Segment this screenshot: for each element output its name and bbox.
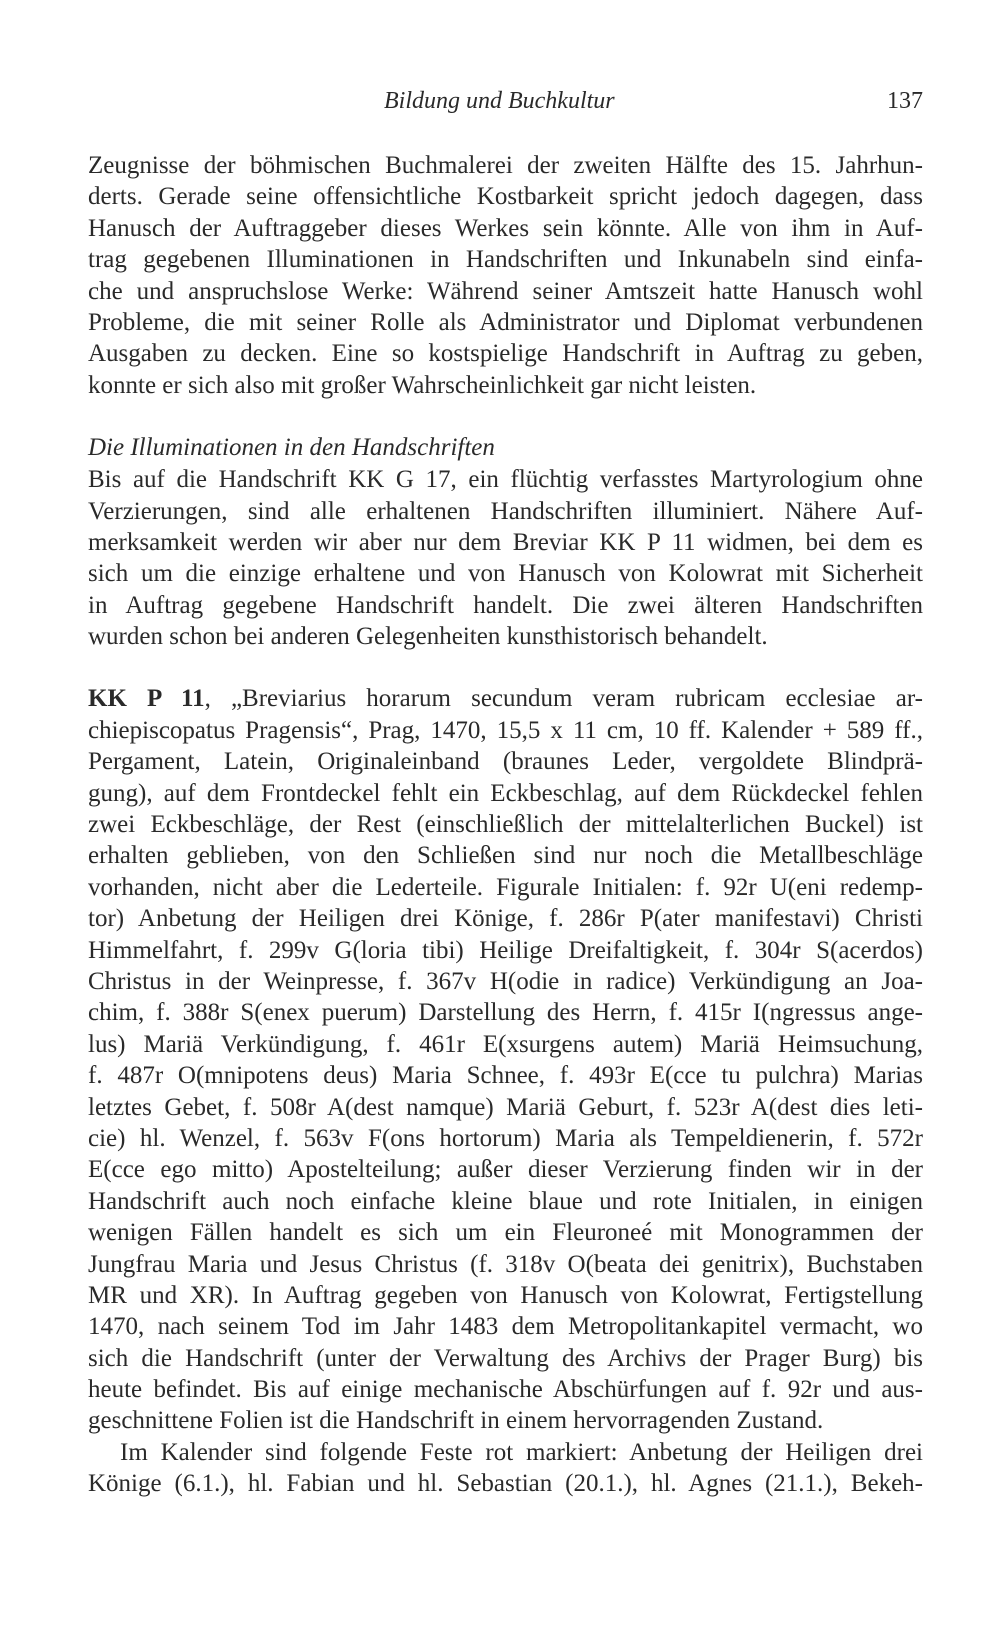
text-line: Handschrift auch noch einfache kleine blaue und rote Initialen, in einigen [88,1187,923,1215]
text-line: wenigen Fällen handelt es sich um ein Fleuroneé mit Monogrammen der [88,1219,923,1247]
text-line: 1470, nach seinem Tod im Jahr 1483 dem Metropolitankapitel vermacht, wo [88,1313,923,1341]
running-head [88,88,923,128]
text-line: Hanusch der Auftraggeber dieses Werkes sein könnte. Alle von ihm in Auf- [88,214,923,242]
text-line: heute befindet. Bis auf einige mechanische Abschürfungen auf f. 92r und aus- [88,1376,923,1404]
text-line: Zeugnisse der böhmischen Buchmalerei der zweiten Hälfte des 15. Jahrhun- [88,152,923,179]
text-line: chiepiscopatus Pragensis“, Prag, 1470, 15,5 x 11 cm, 10 ff. Kalender + 589 ff., [88,716,923,744]
catalogue-entry [88,683,923,1436]
text-line: Könige (6.1.), hl. Fabian und hl. Sebastian (20.1.), hl. Agnes (21.1.), Bekeh- [88,1470,923,1498]
text-block [88,150,923,1500]
text-line: lus) Mariä Verkündigung, f. 461r E(xsurgens autem) Mariä Heimsuchung, [88,1030,923,1058]
text-line: Verzierungen, sind alle erhaltenen Handschriften illuminiert. Nähere Auf- [88,497,923,525]
text-line: Bis auf die Handschrift KK G 17, ein flüchtig verfasstes Martyrologium ohne [88,466,923,494]
text-line: cie) hl. Wenzel, f. 563v F(ons hortorum) Maria als Tempeldienerin, f. 572r [88,1124,923,1152]
paragraph-manuscripts [88,464,923,652]
spacer [88,401,923,431]
text-line: E(cce ego mitto) Apostelteilung; außer dieser Verzierung finden wir in der [88,1156,923,1184]
text-line: merksamkeit werden wir aber nur dem Breviar KK P 11 widmen, bei dem es [88,528,923,556]
text-line: vorhanden, nicht aber die Lederteile. Figurale Initialen: f. 92r U(eni redemp- [88,873,923,901]
text-line: wurden schon bei anderen Gelegenheiten kunsthistorisch behandelt. [88,623,768,651]
text-line: in Auftrag gegebene Handschrift handelt. Die zwei älteren Handschriften [88,591,923,619]
text-line: Jungfrau Maria und Jesus Christus (f. 318v O(beata dei genitrix), Buchstaben [88,1250,923,1278]
page-number: 137 [887,88,923,114]
text-line: Probleme, die mit seiner Rolle als Administrator und Diplomat verbundenen [88,308,923,336]
text-line: zwei Eckbeschläge, der Rest (einschließlich der mittelalterlichen Buckel) ist [88,811,923,839]
text-line: MR und XR). In Auftrag gegeben von Hanusch von Kolowrat, Fertigstellung [88,1281,923,1309]
text-line: trag gegebenen Illuminationen in Handschriften und Inkunabeln sind einfa- [88,246,923,274]
entry-first-line [88,683,923,714]
text-line: Himmelfahrt, f. 299v G(loria tibi) Heilige Dreifaltigkeit, f. 304r S(acerdos) [88,936,923,964]
text-line: Ausgaben zu decken. Eine so kostspielige Handschrift in Auftrag zu geben, [88,340,923,368]
text-line: letztes Gebet, f. 508r A(dest namque) Mariä Geburt, f. 523r A(dest dies leti- [88,1093,923,1121]
text-line: Christus in der Weinpresse, f. 367v H(odie in radice) Verkündigung an Joa- [88,967,923,995]
text-line: Pergament, Latein, Originaleinband (braunes Leder, vergoldete Blindprä- [88,748,923,776]
entry-first-line-text: , „Breviarius horarum secundum veram rubricam ecclesiae ar- [204,685,923,713]
text-line: geschnittene Folien ist die Handschrift in einem hervorragenden Zustand. [88,1407,824,1435]
paragraph-intro [88,150,923,401]
text-line: che und anspruchslose Werke: Während seiner Amtszeit hatte Hanusch wohl [88,277,923,305]
text-line: tor) Anbetung der Heiligen drei Könige, f. 286r P(ater manifestavi) Christi [88,905,923,933]
spacer [88,652,923,683]
section-heading: Die Illuminationen in den Handschriften [88,434,495,462]
text-line: derts. Gerade seine offensichtliche Kostbarkeit spricht jedoch dagegen, dass [88,183,923,211]
text-line: gung), auf dem Frontdeckel fehlt ein Eckbeschlag, auf dem Rückdeckel fehlen [88,779,923,807]
paragraph-calendar [88,1437,923,1500]
text-line: sich die Handschrift (unter der Verwaltung des Archivs der Prager Burg) bis [88,1344,923,1372]
entry-siglum: KK P 11 [88,685,205,713]
text-line: erhalten geblieben, von den Schließen sind nur noch die Metallbeschläge [88,842,923,870]
running-title: Bildung und Buchkultur [384,88,615,114]
text-line: Im Kalender sind folgende Feste rot markiert: Anbetung der Heiligen drei [120,1438,923,1466]
text-line: sich um die einzige erhaltene und von Hanusch von Kolowrat mit Sicherheit [88,560,923,588]
text-line: chim, f. 388r S(enex puerum) Darstellung des Herrn, f. 415r I(ngressus ange- [88,999,923,1027]
text-line: f. 487r O(mnipotens deus) Maria Schnee, f. 493r E(cce tu pulchra) Marias [88,1062,923,1090]
text-line: konnte er sich also mit großer Wahrscheinlichkeit gar nicht leisten. [88,371,757,399]
